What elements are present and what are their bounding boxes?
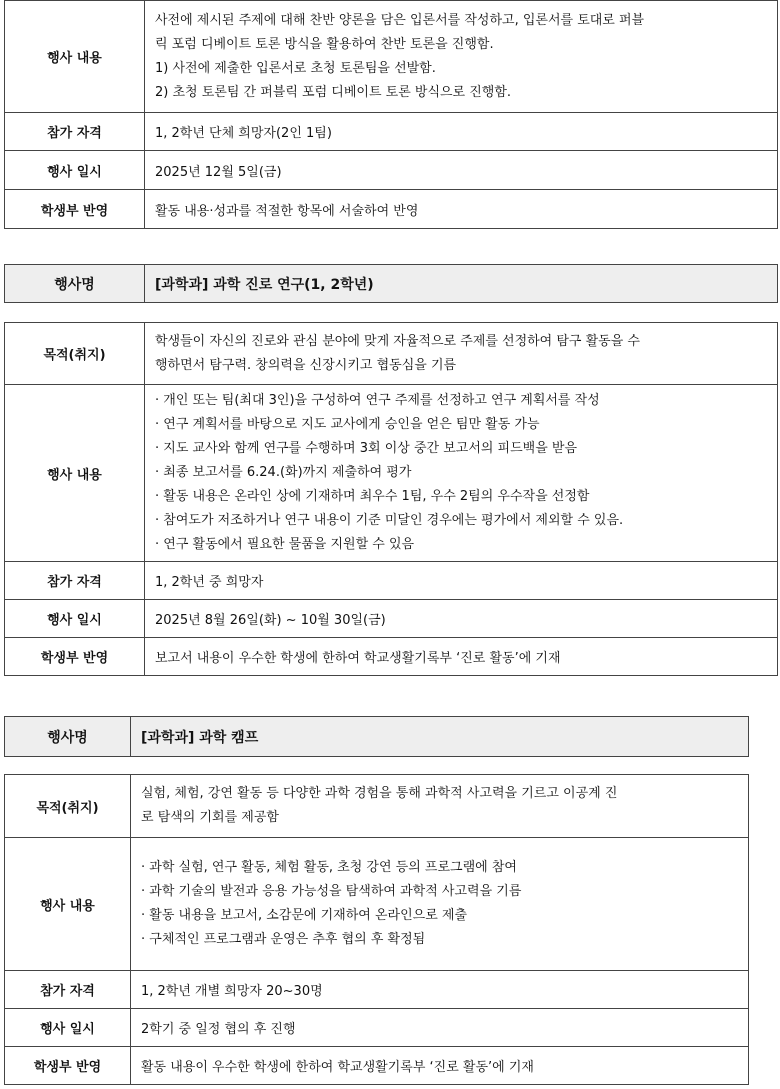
section3-title-table (4, 716, 749, 757)
section2-detail-table (4, 322, 778, 676)
section2-date-label: 행사 일시 (5, 600, 145, 638)
section1-content-line: 릭 포럼 디베이트 토론 방식을 활용하여 찬반 토론을 진행함. (155, 36, 494, 52)
section2-title-table (4, 264, 778, 303)
section1-eligibility-row (5, 113, 778, 151)
section2-purpose-line: 학생들이 자신의 진로와 관심 분야에 맞게 자율적으로 주제를 선정하여 탐구 활동을 수 (155, 333, 640, 349)
section2-date-row (5, 600, 778, 638)
section2-content-line: · 최종 보고서를 6.24.(화)까지 제출하여 평가 (155, 465, 412, 480)
section3-event-name: [과학과] 과학 캠프 (131, 717, 749, 757)
section2-record-label: 학생부 반영 (5, 638, 145, 676)
section2-content-line: · 활동 내용은 온라인 상에 기재하며 최우수 1팀, 우수 2팀의 우수작을 선정함 (155, 489, 590, 504)
section2-purpose-line: 행하면서 탐구력. 창의력을 신장시키고 협동심을 기름 (155, 357, 457, 373)
section2-purpose-text (145, 323, 778, 385)
section3-date-row (5, 1009, 749, 1047)
section3-record-row (5, 1047, 749, 1085)
section2-content-text (145, 385, 778, 562)
section3-purpose-text (131, 775, 749, 838)
section3-name-label: 행사명 (5, 717, 131, 757)
section1-content-row (5, 1, 778, 113)
section3-eligibility-label: 참가 자격 (5, 971, 131, 1009)
section2-content-line: · 연구 계획서를 바탕으로 지도 교사에게 승인을 얻은 팀만 활동 가능 (155, 417, 540, 432)
section3-content-label: 행사 내용 (5, 838, 131, 971)
section2-record-value: 보고서 내용이 우수한 학생에 한하여 학교생활기록부 ‘진로 활동’에 기재 (145, 638, 778, 676)
section2-content-row (5, 385, 778, 562)
section1-content-text (145, 1, 778, 113)
section3-eligibility-row (5, 971, 749, 1009)
section3-content-line: · 활동 내용을 보고서, 소감문에 기재하여 온라인으로 제출 (141, 908, 468, 923)
section2-name-label: 행사명 (5, 265, 145, 303)
section2-content-label: 행사 내용 (5, 385, 145, 562)
section2-content-line: · 참여도가 저조하거나 연구 내용이 기준 미달인 경우에는 평가에서 제외할 수 있음. (155, 513, 624, 528)
section1-eligibility-label: 참가 자격 (5, 113, 145, 151)
section3-date-label: 행사 일시 (5, 1009, 131, 1047)
section3-content-line: · 구체적인 프로그램과 운영은 추후 협의 후 확정됨 (141, 932, 426, 947)
section2-content-line: · 지도 교사와 함께 연구를 수행하며 3회 이상 중간 보고서의 피드백을 받음 (155, 441, 578, 456)
section1-record-value: 활동 내용·성과를 적절한 항목에 서술하여 반영 (145, 190, 778, 229)
section1-content-line: 1) 사전에 제출한 입론서로 초청 토론팀을 선발함. (155, 60, 436, 76)
section3-eligibility-value: 1, 2학년 개별 희망자 20~30명 (131, 971, 749, 1009)
section1-table (4, 0, 778, 229)
section2-eligibility-row (5, 562, 778, 600)
section3-detail-table (4, 774, 749, 1085)
section3-content-line: · 과학 기술의 발전과 응용 가능성을 탐색하여 과학적 사고력을 기름 (141, 884, 522, 899)
section2-event-name: [과학과] 과학 진로 연구(1, 2학년) (145, 265, 778, 303)
section3-purpose-row (5, 775, 749, 838)
section1-content-line: 2) 초청 토론팀 간 퍼블릭 포럼 디베이트 토론 방식으로 진행함. (155, 84, 512, 100)
section3-record-value: 활동 내용이 우수한 학생에 한하여 학교생활기록부 ‘진로 활동’에 기재 (131, 1047, 749, 1085)
section2-eligibility-value: 1, 2학년 중 희망자 (145, 562, 778, 600)
section1-date-value: 2025년 12월 5일(금) (145, 151, 778, 190)
section2-content-line: · 개인 또는 팀(최대 3인)을 구성하여 연구 주제를 선정하고 연구 계획서를 작성 (155, 393, 600, 408)
section2-purpose-label: 목적(취지) (5, 323, 145, 385)
section1-content-line: 사전에 제시된 주제에 대해 찬반 양론을 담은 입론서를 작성하고, 입론서를 토대로 퍼블 (155, 12, 645, 28)
section1-eligibility-value: 1, 2학년 단체 희망자(2인 1팀) (145, 113, 778, 151)
section3-purpose-line: 로 탐색의 기회를 제공함 (141, 810, 279, 825)
section2-record-row (5, 638, 778, 676)
section1-record-row (5, 190, 778, 229)
section3-purpose-line: 실험, 체험, 강연 활동 등 다양한 과학 경험을 통해 과학적 사고력을 기르고 이공계 진 (141, 786, 618, 801)
section3-date-value: 2학기 중 일정 협의 후 진행 (131, 1009, 749, 1047)
section2-content-line: · 연구 활동에서 필요한 물품을 지원할 수 있음 (155, 537, 415, 552)
section1-record-label: 학생부 반영 (5, 190, 145, 229)
section1-date-label: 행사 일시 (5, 151, 145, 190)
section3-content-line: · 과학 실험, 연구 활동, 체험 활동, 초청 강연 등의 프로그램에 참여 (141, 860, 517, 875)
section2-purpose-row (5, 323, 778, 385)
section2-date-value: 2025년 8월 26일(화) ~ 10월 30일(금) (145, 600, 778, 638)
section3-record-label: 학생부 반영 (5, 1047, 131, 1085)
section1-date-row (5, 151, 778, 190)
section2-eligibility-label: 참가 자격 (5, 562, 145, 600)
section1-content-label: 행사 내용 (5, 1, 145, 113)
section3-purpose-label: 목적(취지) (5, 775, 131, 838)
section3-content-text (131, 838, 749, 971)
section3-content-row (5, 838, 749, 971)
